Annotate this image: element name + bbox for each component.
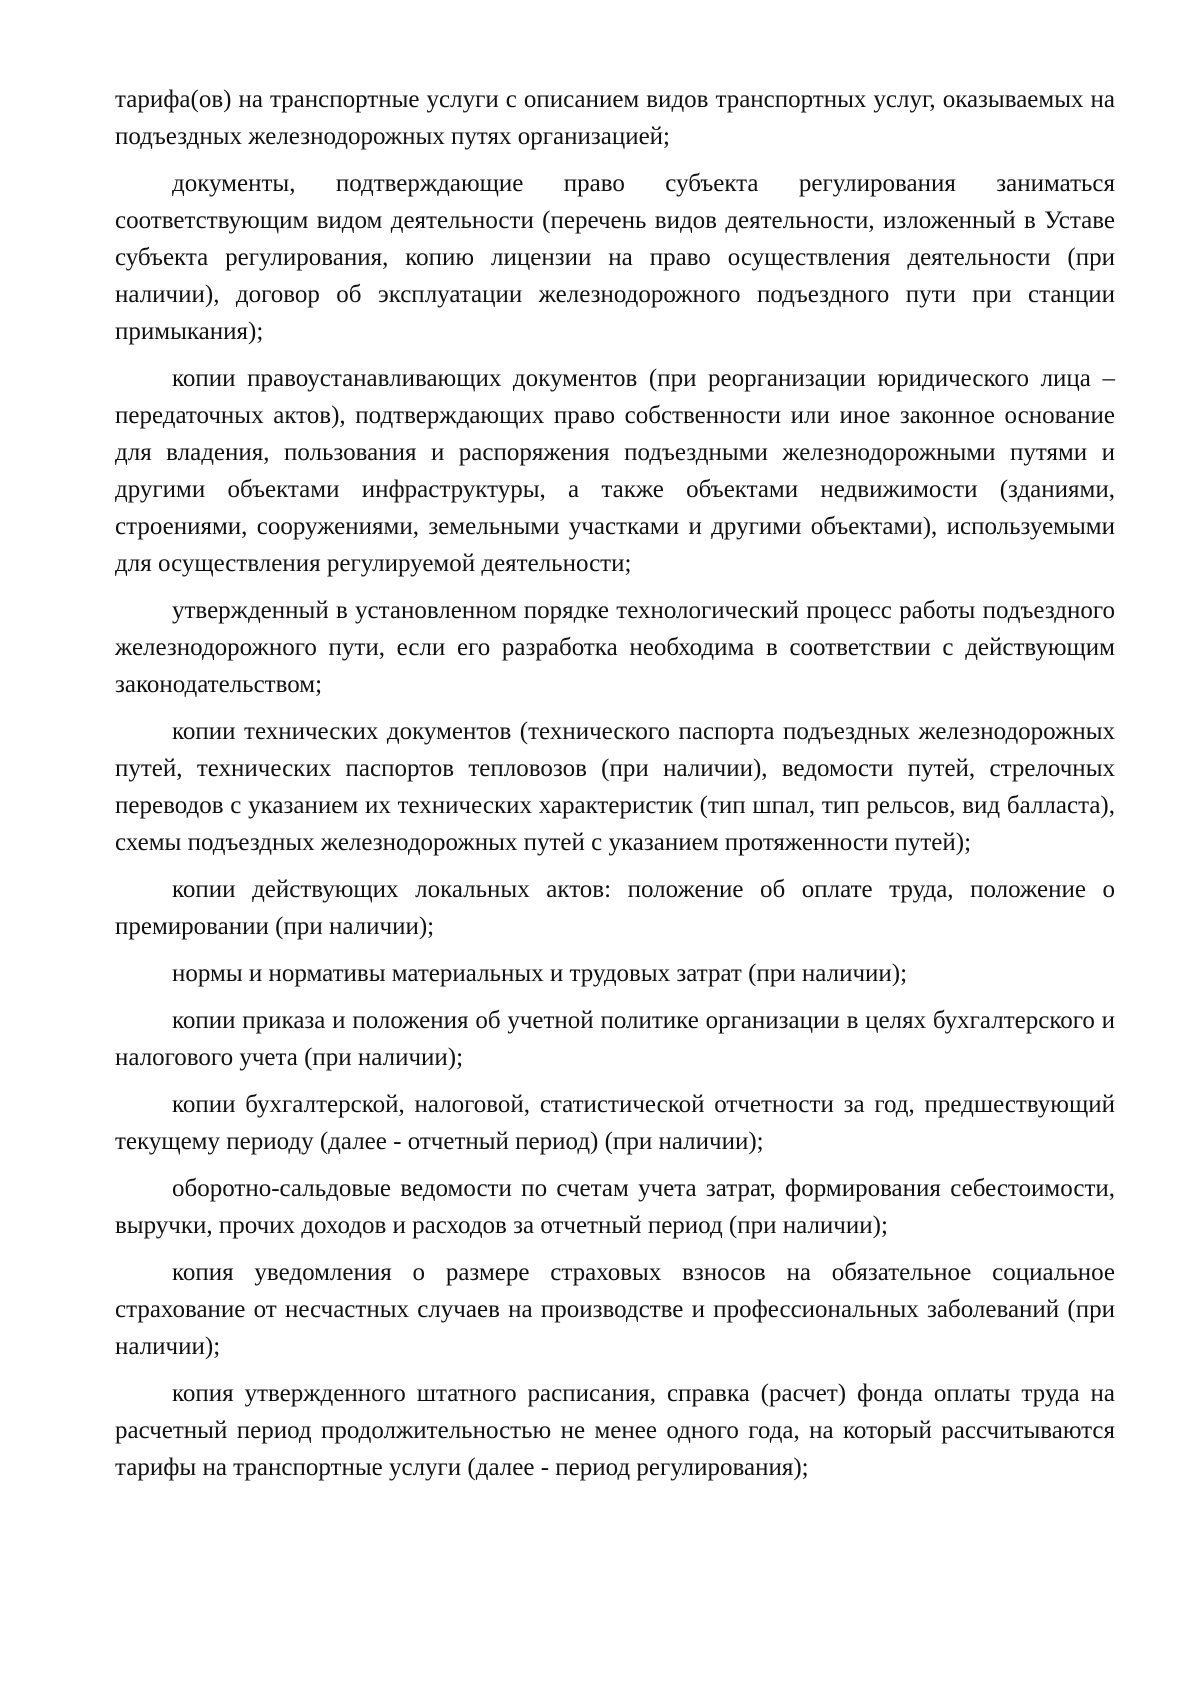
paragraph-technological-process: утвержденный в установленном порядке технологический процесс работы подъездного железнодорожного пути, если его разработка необходима в соответствии с действующим законодательством; xyxy=(115,597,1115,698)
paragraph-title-documents: копии правоустанавливающих документов (при реорганизации юридического лица – передаточных актов), подтверждающих право собственности или иное законное основание для владения, пользования и распоряжения подъездными железнодорожными путями и другими объектами инфраструктуры, а также объектами недвижимости (зданиями, строениями, сооружениями, земельными участками и другими объектами), используемыми для осуществления регулируемой деятельности; xyxy=(115,365,1115,577)
paragraph-staff-schedule: копия утвержденного штатного расписания, справка (расчет) фонда оплаты труда на расчетный период продолжительностью не менее одного года, на который рассчитываются тарифы на транспортные услуги (далее - период регулирования); xyxy=(115,1380,1115,1481)
paragraph-rights-documents: документы, подтверждающие право субъекта регулирования заниматься соответствующим видом деятельности (перечень видов деятельности, изложенный в Уставе субъекта регулирования, копию лицензии на право осуществления деятельности (при наличии), договор об эксплуатации железнодорожного подъездного пути при станции примыкания); xyxy=(115,170,1115,345)
paragraph-technical-documents: копии технических документов (технического паспорта подъездных железнодорожных путей, технических паспортов тепловозов (при наличии), ведомости путей, стрелочных переводов с указанием их технических характеристик (тип шпал, тип рельсов, вид балласта), схемы подъездных железнодорожных путей с указанием протяженности путей); xyxy=(115,718,1115,856)
paragraph-balance-sheets: оборотно-сальдовые ведомости по счетам учета затрат, формирования себестоимости, выручки, прочих доходов и расходов за отчетный период (при наличии); xyxy=(115,1175,1115,1239)
paragraph-tariff-continuation: тарифа(ов) на транспортные услуги с описанием видов транспортных услуг, оказываемых на подъездных железнодорожных путях организацией; xyxy=(115,86,1115,150)
paragraph-accounting-policy: копии приказа и положения об учетной политике организации в целях бухгалтерского и налогового учета (при наличии); xyxy=(115,1007,1115,1071)
paragraph-local-acts: копии действующих локальных актов: положение об оплате труда, положение о премировании (при наличии); xyxy=(115,876,1115,940)
paragraph-norms: нормы и нормативы материальных и трудовых затрат (при наличии); xyxy=(172,960,908,987)
paragraph-reporting: копии бухгалтерской, налоговой, статистической отчетности за год, предшествующий текущему периоду (далее - отчетный период) (при наличии); xyxy=(115,1091,1115,1155)
paragraph-insurance-notice: копия уведомления о размере страховых взносов на обязательное социальное страхование от несчастных случаев на производстве и профессиональных заболеваний (при наличии); xyxy=(115,1259,1115,1360)
